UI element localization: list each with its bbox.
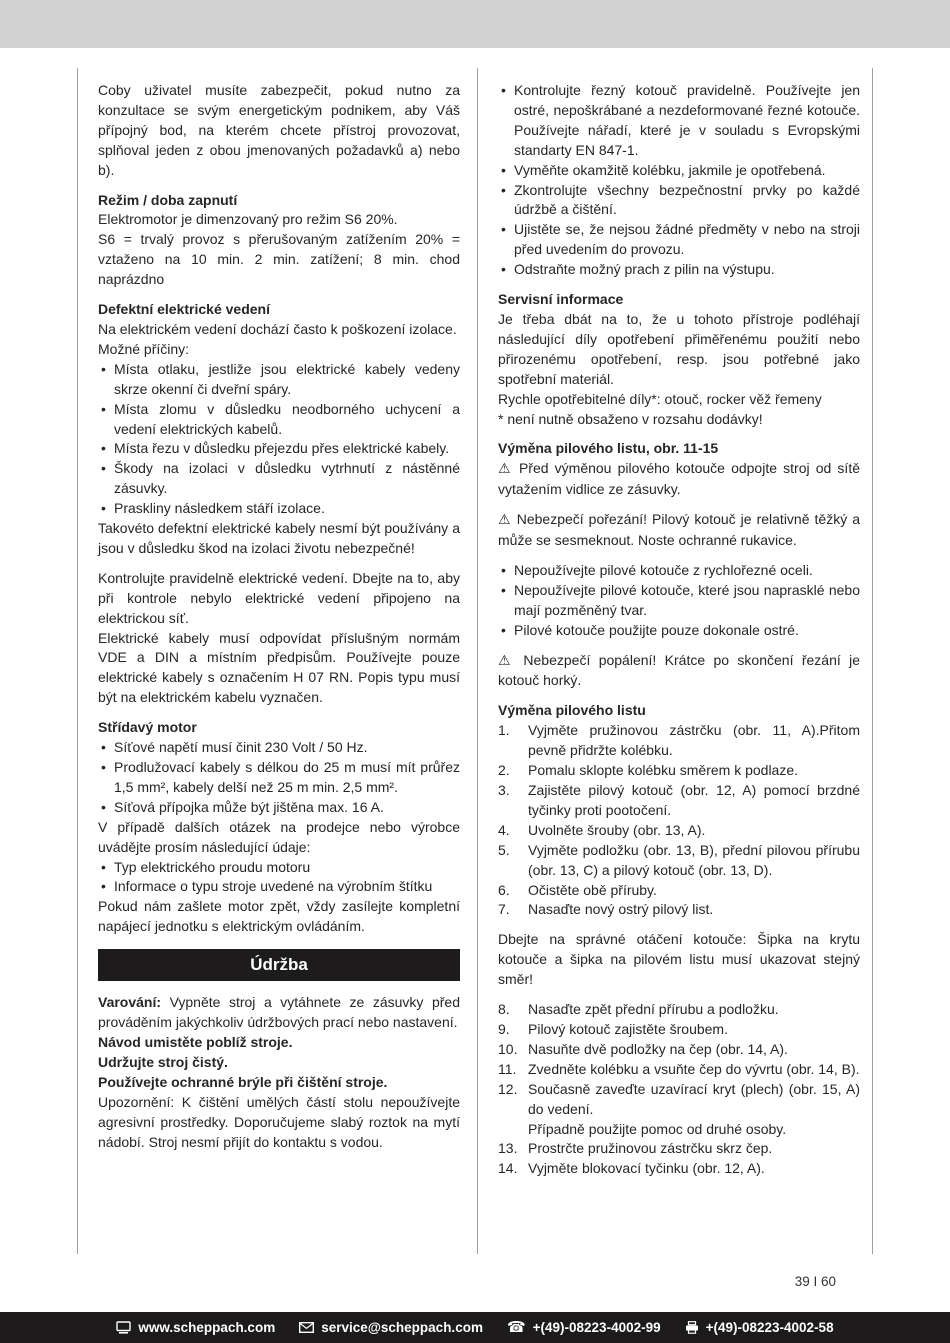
list-item: • Pilové kotouče použijte pouze dokonale ostré.: [498, 621, 860, 641]
bullet-list-motor: [98, 738, 460, 818]
list-item: [498, 841, 860, 881]
heading-vymena-obr: Výměna pilového listu, obr. 11-15: [498, 440, 719, 457]
step-number: 6.: [498, 881, 510, 898]
warning-icon: ⚠: [498, 461, 513, 478]
list-item: [498, 1060, 860, 1080]
step-number: 8.: [498, 1001, 510, 1018]
paragraph: Je třeba dbát na to, že u tohoto přístroje podléhají následující díly opotřebení přiměřenému použití nebo přirozenému opotřebení, resp. jsou potřebné jako spotřební materiál.: [498, 310, 860, 387]
top-gray-bar: [0, 0, 950, 48]
list-item: [498, 1040, 860, 1060]
paragraph: Upozornění: K čištění umělých částí stolu nepoužívejte agresivní prostředky. Doporučujeme slabý roztok na mytí nádobí. Stroj nesmí přijít do kontaktu s vodou.: [98, 1093, 460, 1150]
list-item: • Síťové napětí musí činit 230 Volt / 50 Hz.: [98, 738, 460, 758]
numbered-list-steps-1-7: [498, 721, 860, 920]
heading-stridavy: Střídavý motor: [98, 719, 197, 736]
step-text-line: Případně použijte pomoc od druhé osoby.: [528, 1120, 787, 1137]
warning-paragraph: [498, 510, 860, 551]
step-text: Pomalu sklopte kolébku směrem k podlaze.: [528, 762, 799, 779]
footer-phone: [507, 1318, 661, 1338]
list-item: • Zkontrolujte všechny bezpečnostní prvky po každé údržbě a čištění.: [498, 181, 860, 221]
numbered-list-steps-8-14: [498, 1000, 860, 1179]
warning-paragraph: [98, 993, 460, 1033]
step-number: 10.: [498, 1040, 518, 1057]
warning-icon: ⚠: [498, 652, 516, 669]
list-item: [498, 1020, 860, 1040]
list-item: [498, 1159, 860, 1179]
section-bar-udrzba: Údržba: [98, 949, 460, 981]
step-text: Prostrčte pružinovou zástrčku skrz čep.: [528, 1140, 773, 1157]
step-text: Zvedněte kolébku a vsuňte čep do vývrtu (obr. 14, B).: [528, 1060, 860, 1077]
list-item: • Škody na izolaci v důsledku vytrhnutí z nástěnné zásuvky.: [98, 459, 460, 499]
bullet-list-kotouce: [498, 561, 860, 641]
paragraph: Možné příčiny:: [98, 340, 190, 357]
paragraph: Kontrolujte pravidelně elektrické vedení. Dbejte na to, aby při kontrole nebylo elektrické vedení připojeno na elektrickou síť.: [98, 569, 460, 626]
paragraph: * není nutně obsaženo v rozsahu dodávky!: [498, 410, 763, 427]
paragraph: Dbejte na správné otáčení kotouče: Šipka na krytu kotouče a šipka na pilovém listu musí ukazovat stejný směr!: [498, 931, 860, 988]
list-item: [498, 1139, 860, 1159]
heading-rezim: Režim / doba zapnutí: [98, 191, 238, 208]
step-number: 4.: [498, 821, 510, 838]
fax-icon: [685, 1321, 699, 1334]
list-item: • Místa zlomu v důsledku neodborného uchycení a vedení elektrických kabelů.: [98, 400, 460, 440]
footer-website-text: www.scheppach.com: [138, 1319, 276, 1335]
bold-instruction: Návod umistěte poblíž stroje.: [98, 1033, 293, 1050]
step-number: 3.: [498, 782, 510, 798]
warning-text: Vypněte stroj a vytáhnete ze zásuvky před prováděním jakýchkoliv údržbových prací nebo nastavení.: [98, 994, 460, 1031]
list-item: • Prodlužovací kabely s délkou do 25 m musí mít průřez 1,5 mm², kabely delší než 25 m min. 2,5 mm².: [98, 758, 460, 798]
footer-website: [116, 1318, 275, 1338]
step-number: 14.: [498, 1160, 518, 1177]
list-item: • Odstraňte možný prach z pilin na výstupu.: [498, 260, 860, 280]
bullet-list-udaje: [98, 858, 460, 898]
column-rule-right: [872, 68, 873, 1254]
heading-defektni: Defektní elektrické vedení: [98, 301, 270, 318]
footer-phone-text: +(49)-08223-4002-99: [532, 1319, 661, 1335]
step-text: Vyjměte blokovací tyčinku (obr. 12, A).: [528, 1160, 765, 1177]
list-item: [498, 1080, 860, 1140]
warning-paragraph: [498, 459, 860, 500]
list-item: • Ujistěte se, že nejsou žádné předměty v nebo na stroji před uvedením do provozu.: [498, 220, 860, 260]
step-number: 12.: [498, 1080, 518, 1097]
step-number: 11.: [498, 1060, 517, 1077]
list-item: • Síťová přípojka může být jištěna max. 16 A.: [98, 798, 460, 818]
warning-text: Před výměnou pilového kotouče odpojte stroj od sítě vytažením vidlice ze zásuvky.: [498, 460, 860, 498]
warning-paragraph: [498, 651, 860, 692]
intro-paragraph: Coby uživatel musíte zabezpečit, pokud nutno za konzultace se svým energetickým podnikem, aby Váš přípojný bod, na kterém chcete přístroj provozovat, splňoval jeden z obou jmenovaných požadavků a) nebo b).: [98, 82, 460, 178]
list-item: [498, 1000, 860, 1020]
step-text: Vyjměte podložku (obr. 13, B), přední pilovou přírubu (obr. 13, C) a pilový kotouč (obr. 13, D).: [528, 841, 860, 878]
heading-vymena: Výměna pilového listu: [498, 702, 646, 719]
warning-icon: ⚠: [498, 512, 512, 529]
list-item: • Vyměňte okamžitě kolébku, jakmile je opotřebená.: [498, 161, 860, 181]
footer-fax-text: +(49)-08223-4002-58: [705, 1319, 834, 1335]
step-text-line: Současně zaveďte uzavírací kryt (plech) (obr. 15, A) do vedení.: [528, 1080, 860, 1117]
footer-email: [299, 1318, 483, 1338]
list-item: • Informace o typu stroje uvedené na výrobním štítku: [98, 877, 460, 897]
list-item: [498, 761, 860, 781]
footer-fax: [685, 1318, 834, 1338]
website-icon: [116, 1321, 131, 1334]
step-text: [528, 1080, 860, 1140]
step-text: Vyjměte pružinovou zástrčku (obr. 11, A).Přitom pevně přidržte kolébku.: [528, 722, 860, 759]
list-item: • Nepoužívejte pilové kotouče, které jsou naprasklé nebo mají pozměněný tvar.: [498, 581, 860, 621]
step-number: 7.: [498, 901, 510, 918]
step-text: Očistěte obě příruby.: [528, 881, 657, 898]
warning-label: Varování:: [98, 994, 162, 1011]
paragraph: S6 = trvalý provoz s přerušovaným zatížením 20% = vztaženo na 10 min. 2 min. zatížení; 8 min. chod naprázdno: [98, 231, 460, 288]
warning-text: Nebezpečí popálení! Krátce po skončení řezání je kotouč horký.: [498, 651, 861, 689]
step-number: 5.: [498, 841, 510, 858]
step-text: Nasaďte zpět přední přírubu a podložku.: [528, 1001, 779, 1018]
footer-email-text: service@scheppach.com: [321, 1319, 483, 1335]
step-text: Uvolněte šrouby (obr. 13, A).: [528, 821, 706, 838]
step-number: 9.: [498, 1020, 510, 1037]
step-text: Zajistěte pilový kotouč (obr. 12, A) pomocí brzdné tyčinky proti pootočení.: [528, 782, 860, 818]
list-item: [498, 781, 860, 821]
heading-servisni: Servisní informace: [498, 291, 624, 308]
step-number: 13.: [498, 1140, 518, 1157]
list-item: [498, 900, 860, 920]
warning-text: Nebezpečí pořezání! Pilový kotouč je relativně těžký a může se sesmeknout. Noste ochranné rukavice.: [498, 511, 861, 549]
column-rule-left: [77, 68, 78, 1254]
paragraph: Elektrické kabely musí odpovídat příslušným normám VDE a DIN a místním předpisům. Používejte pouze elektrické kabely s označením H 07 RN. Popis typu musí být na elektrickém kabelu vyznačen.: [98, 629, 460, 706]
bold-instruction: Používejte ochranné brýle při čištění stroje.: [98, 1073, 388, 1090]
footer-bar: [0, 1312, 950, 1343]
list-item: • Kontrolujte řezný kotouč pravidelně. Používejte jen ostré, nepoškrábané a nezdeformované řezné kotouče. Používejte nářadí, které je v souladu s Evropskými standarty EN 847-1.: [498, 81, 860, 161]
step-number: 2.: [498, 762, 510, 779]
column-rule-middle: [477, 68, 478, 1254]
list-item: [498, 721, 860, 761]
step-text: Nasaďte nový ostrý pilový list.: [528, 901, 714, 918]
list-item: • Místa otlaku, jestliže jsou elektrické kabely vedeny skrze okenní či dveřní spáry.: [98, 360, 460, 400]
left-column: [98, 81, 460, 1152]
list-item: • Typ elektrického proudu motoru: [98, 858, 460, 878]
paragraph: Pokud nám zašlete motor zpět, vždy zasílejte kompletní napájecí jednotku s elektrickým ovládáním.: [98, 898, 460, 935]
bullet-list-priciny: [98, 360, 460, 519]
list-item: [498, 821, 860, 841]
paragraph: Rychle opotřebitelné díly*: otouč, rocker věž řemeny: [498, 390, 822, 407]
list-item: • Praskliny následkem stáří izolace.: [98, 499, 460, 519]
paragraph: Takovéto defektní elektrické kabely nesmí být používány a jsou v důsledku škod na izolaci životu nebezpečné!: [98, 520, 460, 556]
bold-instruction: Udržujte stroj čistý.: [98, 1053, 228, 1070]
page-number: 39 I 60: [794, 1274, 836, 1289]
step-text: Pilový kotouč zajistěte šroubem.: [528, 1020, 728, 1037]
phone-icon: ☎: [506, 1318, 526, 1336]
email-icon: [299, 1322, 314, 1333]
step-number: 1.: [498, 722, 510, 739]
paragraph: Na elektrickém vedení dochází často k poškození izolace.: [98, 320, 457, 337]
paragraph: V případě dalších otázek na prodejce nebo výrobce uvádějte prosím následující údaje:: [98, 818, 460, 855]
list-item: • Místa řezu v důsledku přejezdu přes elektrické kabely.: [98, 439, 460, 459]
right-column: [498, 81, 860, 1179]
bullet-list-kontrola: [498, 81, 860, 280]
list-item: [498, 881, 860, 901]
paragraph: Elektromotor je dimenzovaný pro režim S6 20%.: [98, 211, 398, 228]
list-item: • Nepoužívejte pilové kotouče z rychlořezné oceli.: [498, 561, 860, 581]
step-text: Nasuňte dvě podložky na čep (obr. 14, A).: [528, 1040, 788, 1057]
